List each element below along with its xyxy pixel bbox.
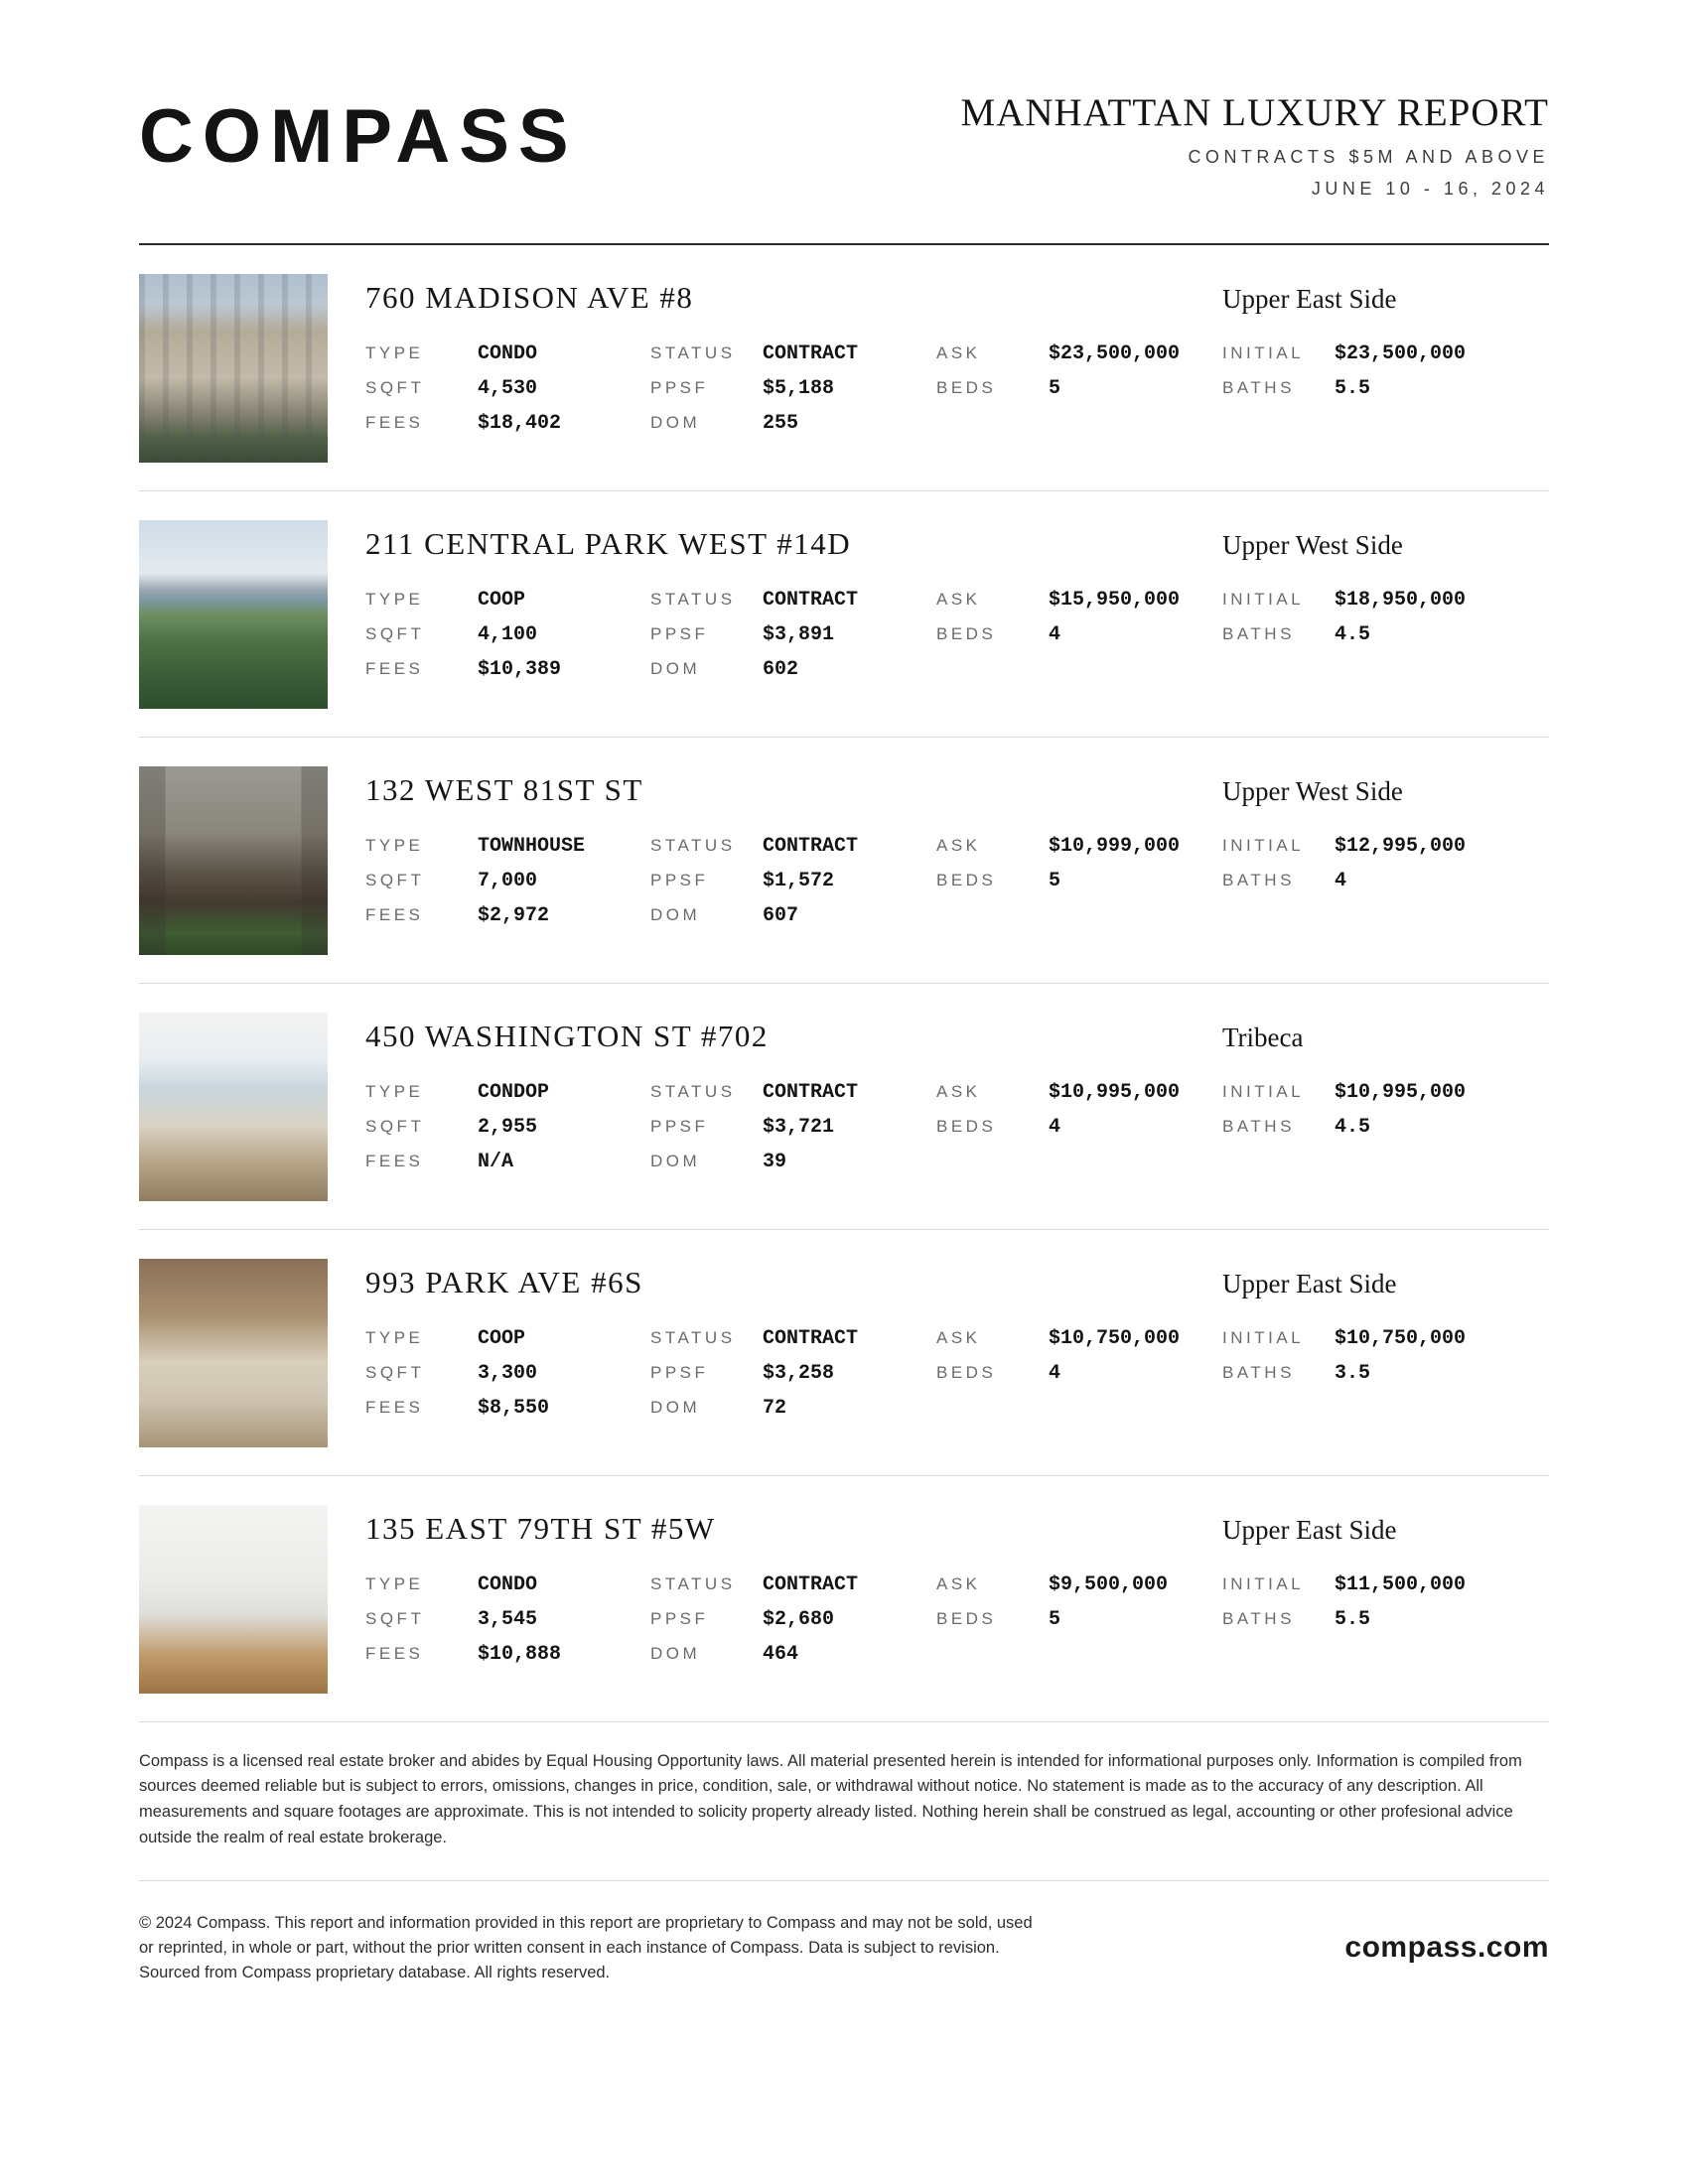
report-header-right bbox=[961, 91, 1549, 200]
ask-value: $10,750,000 bbox=[1049, 1326, 1181, 1350]
initial-value: $18,950,000 bbox=[1335, 588, 1467, 612]
stat-sqft bbox=[365, 1116, 650, 1151]
dom-value: 607 bbox=[763, 903, 799, 927]
listing-stats bbox=[365, 835, 1549, 939]
stat-ask bbox=[936, 1573, 1222, 1608]
listings bbox=[139, 245, 1549, 1722]
dom-label: DOM bbox=[650, 1643, 701, 1663]
fees-label: FEES bbox=[365, 658, 424, 678]
listing-address: 760 MADISON AVE #8 bbox=[365, 279, 694, 315]
beds-value: 4 bbox=[1049, 1361, 1061, 1385]
initial-value: $10,995,000 bbox=[1335, 1080, 1467, 1104]
ask-label: ASK bbox=[936, 1081, 981, 1101]
initial-label: INITIAL bbox=[1222, 342, 1305, 362]
stat-ppsf bbox=[650, 1116, 936, 1151]
stat-status bbox=[650, 342, 936, 377]
listing-title-row bbox=[365, 1511, 1549, 1547]
baths-label: BATHS bbox=[1222, 870, 1295, 889]
stat-status bbox=[650, 1573, 936, 1608]
type-value: CONDOP bbox=[478, 1080, 550, 1104]
fees-value: $10,389 bbox=[478, 657, 562, 681]
compass-site-link[interactable]: compass.com bbox=[1344, 1931, 1549, 1965]
listing-title-row bbox=[365, 1265, 1549, 1300]
stat-col-initial bbox=[1222, 1081, 1549, 1185]
listing-stats bbox=[365, 1573, 1549, 1678]
listing-address: 135 EAST 79TH ST #5W bbox=[365, 1510, 716, 1546]
ask-label: ASK bbox=[936, 835, 981, 855]
status-value: CONTRACT bbox=[763, 588, 859, 612]
baths-value: 4.5 bbox=[1335, 1115, 1371, 1139]
ppsf-label: PPSF bbox=[650, 870, 709, 889]
report-title: MANHATTAN LUXURY REPORT bbox=[960, 91, 1549, 134]
report-header bbox=[139, 91, 1549, 200]
listing-title-row bbox=[365, 280, 1549, 316]
sqft-label: SQFT bbox=[365, 1608, 425, 1628]
stat-status bbox=[650, 1327, 936, 1362]
report-date-range: JUNE 10 - 16, 2024 bbox=[1311, 178, 1549, 199]
stat-dom bbox=[650, 658, 936, 693]
report-subtitle: CONTRACTS $5M AND ABOVE bbox=[1188, 146, 1549, 167]
stat-sqft bbox=[365, 623, 650, 658]
listing-stats bbox=[365, 342, 1549, 447]
type-label: TYPE bbox=[365, 1573, 424, 1593]
dom-label: DOM bbox=[650, 412, 701, 432]
type-value: CONDO bbox=[478, 341, 538, 365]
dom-value: 39 bbox=[763, 1150, 787, 1173]
ask-value: $10,995,000 bbox=[1049, 1080, 1181, 1104]
listing-neighborhood: Upper East Side bbox=[1222, 1514, 1397, 1545]
stat-fees bbox=[365, 412, 650, 447]
stat-type bbox=[365, 342, 650, 377]
stat-type bbox=[365, 835, 650, 870]
type-label: TYPE bbox=[365, 1327, 424, 1347]
stat-initial bbox=[1222, 1081, 1549, 1116]
stat-type bbox=[365, 589, 650, 623]
listing-details bbox=[365, 1259, 1549, 1447]
property-photo bbox=[139, 274, 328, 463]
listing-row bbox=[139, 738, 1549, 984]
listing-row bbox=[139, 245, 1549, 491]
listing-neighborhood: Upper West Side bbox=[1222, 529, 1403, 560]
dom-value: 255 bbox=[763, 411, 799, 435]
sqft-value: 3,300 bbox=[478, 1361, 538, 1385]
stat-fees bbox=[365, 1151, 650, 1185]
stat-col-initial bbox=[1222, 1327, 1549, 1432]
initial-value: $10,750,000 bbox=[1335, 1326, 1467, 1350]
stat-fees bbox=[365, 1397, 650, 1432]
type-label: TYPE bbox=[365, 1081, 424, 1101]
stat-fees bbox=[365, 658, 650, 693]
ask-label: ASK bbox=[936, 342, 981, 362]
stat-col-ask bbox=[936, 835, 1222, 939]
dom-label: DOM bbox=[650, 1397, 701, 1417]
stat-fees bbox=[365, 1643, 650, 1678]
fees-label: FEES bbox=[365, 1397, 424, 1417]
beds-label: BEDS bbox=[936, 1116, 997, 1136]
stat-type bbox=[365, 1573, 650, 1608]
stat-fees bbox=[365, 904, 650, 939]
listing-details bbox=[365, 766, 1549, 955]
baths-label: BATHS bbox=[1222, 623, 1295, 643]
stat-col-initial bbox=[1222, 835, 1549, 939]
stat-ppsf bbox=[650, 870, 936, 904]
stat-baths bbox=[1222, 1608, 1549, 1643]
type-label: TYPE bbox=[365, 835, 424, 855]
listing-row bbox=[139, 984, 1549, 1230]
baths-label: BATHS bbox=[1222, 1116, 1295, 1136]
beds-label: BEDS bbox=[936, 377, 997, 397]
listing-details bbox=[365, 520, 1549, 709]
stat-beds bbox=[936, 1362, 1222, 1397]
listing-details bbox=[365, 1013, 1549, 1201]
property-photo bbox=[139, 1505, 328, 1694]
ppsf-value: $5,188 bbox=[763, 376, 835, 400]
stat-ppsf bbox=[650, 1362, 936, 1397]
listing-neighborhood: Tribeca bbox=[1222, 1022, 1304, 1052]
listing-title-row bbox=[365, 526, 1549, 562]
beds-value: 5 bbox=[1049, 869, 1061, 892]
listing-details bbox=[365, 274, 1549, 463]
copyright-text: © 2024 Compass. This report and information provided in this report are proprietary to Compass and may not be sold, used or reprinted, in whole or part, without the prior written consent in each instance of Compass. Data is subject to revision. Sourced from Compass proprietary database. All rights reserved. bbox=[139, 1914, 1033, 1981]
stat-beds bbox=[936, 377, 1222, 412]
stat-dom bbox=[650, 1643, 936, 1678]
stat-ask bbox=[936, 1081, 1222, 1116]
stat-col-status bbox=[650, 835, 936, 939]
stat-initial bbox=[1222, 1573, 1549, 1608]
listing-stats bbox=[365, 1081, 1549, 1185]
beds-label: BEDS bbox=[936, 1362, 997, 1382]
ppsf-label: PPSF bbox=[650, 623, 709, 643]
stat-sqft bbox=[365, 870, 650, 904]
baths-value: 5.5 bbox=[1335, 1607, 1371, 1631]
baths-value: 5.5 bbox=[1335, 376, 1371, 400]
listing-address: 211 CENTRAL PARK WEST #14D bbox=[365, 525, 852, 561]
type-value: CONDO bbox=[478, 1572, 538, 1596]
stat-col-primary bbox=[365, 835, 650, 939]
fees-label: FEES bbox=[365, 1151, 424, 1170]
ask-value: $9,500,000 bbox=[1049, 1572, 1169, 1596]
ppsf-value: $2,680 bbox=[763, 1607, 835, 1631]
stat-status bbox=[650, 589, 936, 623]
type-value: TOWNHOUSE bbox=[478, 834, 586, 858]
stat-baths bbox=[1222, 1116, 1549, 1151]
sqft-value: 4,100 bbox=[478, 622, 538, 646]
listing-neighborhood: Upper West Side bbox=[1222, 775, 1403, 806]
initial-value: $12,995,000 bbox=[1335, 834, 1467, 858]
ppsf-label: PPSF bbox=[650, 377, 709, 397]
dom-label: DOM bbox=[650, 1151, 701, 1170]
dom-value: 602 bbox=[763, 657, 799, 681]
status-value: CONTRACT bbox=[763, 341, 859, 365]
status-label: STATUS bbox=[650, 342, 736, 362]
listing-address: 993 PARK AVE #6S bbox=[365, 1264, 643, 1299]
stat-baths bbox=[1222, 1362, 1549, 1397]
listing-title-row bbox=[365, 772, 1549, 808]
fees-value: $18,402 bbox=[478, 411, 562, 435]
property-photo bbox=[139, 766, 328, 955]
baths-value: 4 bbox=[1335, 869, 1347, 892]
stat-ask bbox=[936, 589, 1222, 623]
ask-value: $23,500,000 bbox=[1049, 341, 1181, 365]
beds-value: 5 bbox=[1049, 376, 1061, 400]
stat-col-status bbox=[650, 1081, 936, 1185]
status-label: STATUS bbox=[650, 1081, 736, 1101]
stat-dom bbox=[650, 1397, 936, 1432]
stat-beds bbox=[936, 870, 1222, 904]
stat-ask bbox=[936, 835, 1222, 870]
stat-dom bbox=[650, 1151, 936, 1185]
baths-label: BATHS bbox=[1222, 377, 1295, 397]
stat-type bbox=[365, 1327, 650, 1362]
stat-col-status bbox=[650, 589, 936, 693]
ppsf-value: $3,258 bbox=[763, 1361, 835, 1385]
initial-label: INITIAL bbox=[1222, 1327, 1305, 1347]
initial-value: $11,500,000 bbox=[1335, 1572, 1467, 1596]
sqft-value: 2,955 bbox=[478, 1115, 538, 1139]
type-value: COOP bbox=[478, 1326, 526, 1350]
type-label: TYPE bbox=[365, 342, 424, 362]
stat-status bbox=[650, 835, 936, 870]
stat-col-initial bbox=[1222, 1573, 1549, 1678]
stat-col-initial bbox=[1222, 342, 1549, 447]
stat-ask bbox=[936, 342, 1222, 377]
stat-col-status bbox=[650, 1573, 936, 1678]
listing-stats bbox=[365, 1327, 1549, 1432]
stat-col-primary bbox=[365, 342, 650, 447]
stat-ppsf bbox=[650, 623, 936, 658]
stat-col-primary bbox=[365, 1573, 650, 1678]
status-label: STATUS bbox=[650, 589, 736, 609]
listing-address: 450 WASHINGTON ST #702 bbox=[365, 1018, 769, 1053]
stat-dom bbox=[650, 412, 936, 447]
stat-sqft bbox=[365, 1362, 650, 1397]
sqft-value: 3,545 bbox=[478, 1607, 538, 1631]
ppsf-label: PPSF bbox=[650, 1608, 709, 1628]
sqft-value: 7,000 bbox=[478, 869, 538, 892]
dom-label: DOM bbox=[650, 904, 701, 924]
status-value: CONTRACT bbox=[763, 1326, 859, 1350]
stat-beds bbox=[936, 1608, 1222, 1643]
fees-label: FEES bbox=[365, 904, 424, 924]
dom-value: 464 bbox=[763, 1642, 799, 1666]
sqft-label: SQFT bbox=[365, 870, 425, 889]
fees-value: $10,888 bbox=[478, 1642, 562, 1666]
listing-row bbox=[139, 1230, 1549, 1476]
sqft-label: SQFT bbox=[365, 1116, 425, 1136]
beds-label: BEDS bbox=[936, 870, 997, 889]
beds-value: 5 bbox=[1049, 1607, 1061, 1631]
fees-value: $8,550 bbox=[478, 1396, 550, 1420]
listing-row bbox=[139, 1476, 1549, 1722]
baths-label: BATHS bbox=[1222, 1362, 1295, 1382]
ask-label: ASK bbox=[936, 1573, 981, 1593]
stat-initial bbox=[1222, 589, 1549, 623]
stat-status bbox=[650, 1081, 936, 1116]
ask-label: ASK bbox=[936, 589, 981, 609]
status-value: CONTRACT bbox=[763, 834, 859, 858]
fees-value: N/A bbox=[478, 1150, 514, 1173]
baths-value: 4.5 bbox=[1335, 622, 1371, 646]
ask-value: $15,950,000 bbox=[1049, 588, 1181, 612]
status-label: STATUS bbox=[650, 1573, 736, 1593]
stat-baths bbox=[1222, 623, 1549, 658]
stat-col-ask bbox=[936, 1081, 1222, 1185]
dom-value: 72 bbox=[763, 1396, 787, 1420]
property-photo bbox=[139, 1259, 328, 1447]
stat-col-initial bbox=[1222, 589, 1549, 693]
status-value: CONTRACT bbox=[763, 1080, 859, 1104]
listing-neighborhood: Upper East Side bbox=[1222, 1268, 1397, 1298]
stat-type bbox=[365, 1081, 650, 1116]
sqft-value: 4,530 bbox=[478, 376, 538, 400]
stat-dom bbox=[650, 904, 936, 939]
stat-baths bbox=[1222, 870, 1549, 904]
stat-col-ask bbox=[936, 342, 1222, 447]
stat-sqft bbox=[365, 1608, 650, 1643]
status-label: STATUS bbox=[650, 1327, 736, 1347]
property-photo bbox=[139, 1013, 328, 1201]
beds-label: BEDS bbox=[936, 1608, 997, 1628]
initial-label: INITIAL bbox=[1222, 589, 1305, 609]
ppsf-value: $3,891 bbox=[763, 622, 835, 646]
ppsf-label: PPSF bbox=[650, 1116, 709, 1136]
status-value: CONTRACT bbox=[763, 1572, 859, 1596]
type-label: TYPE bbox=[365, 589, 424, 609]
stat-col-status bbox=[650, 342, 936, 447]
stat-baths bbox=[1222, 377, 1549, 412]
beds-label: BEDS bbox=[936, 623, 997, 643]
stat-col-primary bbox=[365, 1081, 650, 1185]
stat-initial bbox=[1222, 835, 1549, 870]
stat-beds bbox=[936, 623, 1222, 658]
type-value: COOP bbox=[478, 588, 526, 612]
initial-value: $23,500,000 bbox=[1335, 341, 1467, 365]
stat-col-ask bbox=[936, 1573, 1222, 1678]
sqft-label: SQFT bbox=[365, 1362, 425, 1382]
fees-label: FEES bbox=[365, 1643, 424, 1663]
stat-col-status bbox=[650, 1327, 936, 1432]
stat-initial bbox=[1222, 1327, 1549, 1362]
stat-col-ask bbox=[936, 589, 1222, 693]
ppsf-label: PPSF bbox=[650, 1362, 709, 1382]
fees-value: $2,972 bbox=[478, 903, 550, 927]
listing-address: 132 WEST 81ST ST bbox=[365, 771, 643, 807]
stat-ask bbox=[936, 1327, 1222, 1362]
stat-ppsf bbox=[650, 1608, 936, 1643]
disclaimer-text: Compass is a licensed real estate broker and abides by Equal Housing Opportunity laws. All material presented herein is intended for informational purposes only. Information is compiled from sources deemed reliable but is subject to errors, omissions, changes in price, condition, sale, or withdrawal without notice. No statement is made as to the accuracy of any description. All measurements and square footages are approximate. This is not intended to solicity property already listed. Nothing herein shall be construed as legal, accounting or other profesional advice outside the realm of real estate brokerage. bbox=[139, 1722, 1549, 1881]
ask-label: ASK bbox=[936, 1327, 981, 1347]
stat-col-ask bbox=[936, 1327, 1222, 1432]
listing-title-row bbox=[365, 1019, 1549, 1054]
stat-beds bbox=[936, 1116, 1222, 1151]
baths-label: BATHS bbox=[1222, 1608, 1295, 1628]
listing-row bbox=[139, 491, 1549, 738]
stat-sqft bbox=[365, 377, 650, 412]
listing-stats bbox=[365, 589, 1549, 693]
stat-initial bbox=[1222, 342, 1549, 377]
stat-col-primary bbox=[365, 1327, 650, 1432]
ppsf-value: $1,572 bbox=[763, 869, 835, 892]
stat-ppsf bbox=[650, 377, 936, 412]
initial-label: INITIAL bbox=[1222, 1573, 1305, 1593]
beds-value: 4 bbox=[1049, 1115, 1061, 1139]
beds-value: 4 bbox=[1049, 622, 1061, 646]
listing-details bbox=[365, 1505, 1549, 1694]
dom-label: DOM bbox=[650, 658, 701, 678]
ask-value: $10,999,000 bbox=[1049, 834, 1181, 858]
copyright-row bbox=[139, 1881, 1549, 1984]
sqft-label: SQFT bbox=[365, 623, 425, 643]
listing-neighborhood: Upper East Side bbox=[1222, 283, 1397, 314]
initial-label: INITIAL bbox=[1222, 835, 1305, 855]
fees-label: FEES bbox=[365, 412, 424, 432]
property-photo bbox=[139, 520, 328, 709]
compass-logo: COMPASS bbox=[139, 94, 578, 179]
ppsf-value: $3,721 bbox=[763, 1115, 835, 1139]
initial-label: INITIAL bbox=[1222, 1081, 1305, 1101]
sqft-label: SQFT bbox=[365, 377, 425, 397]
status-label: STATUS bbox=[650, 835, 736, 855]
baths-value: 3.5 bbox=[1335, 1361, 1371, 1385]
stat-col-primary bbox=[365, 589, 650, 693]
